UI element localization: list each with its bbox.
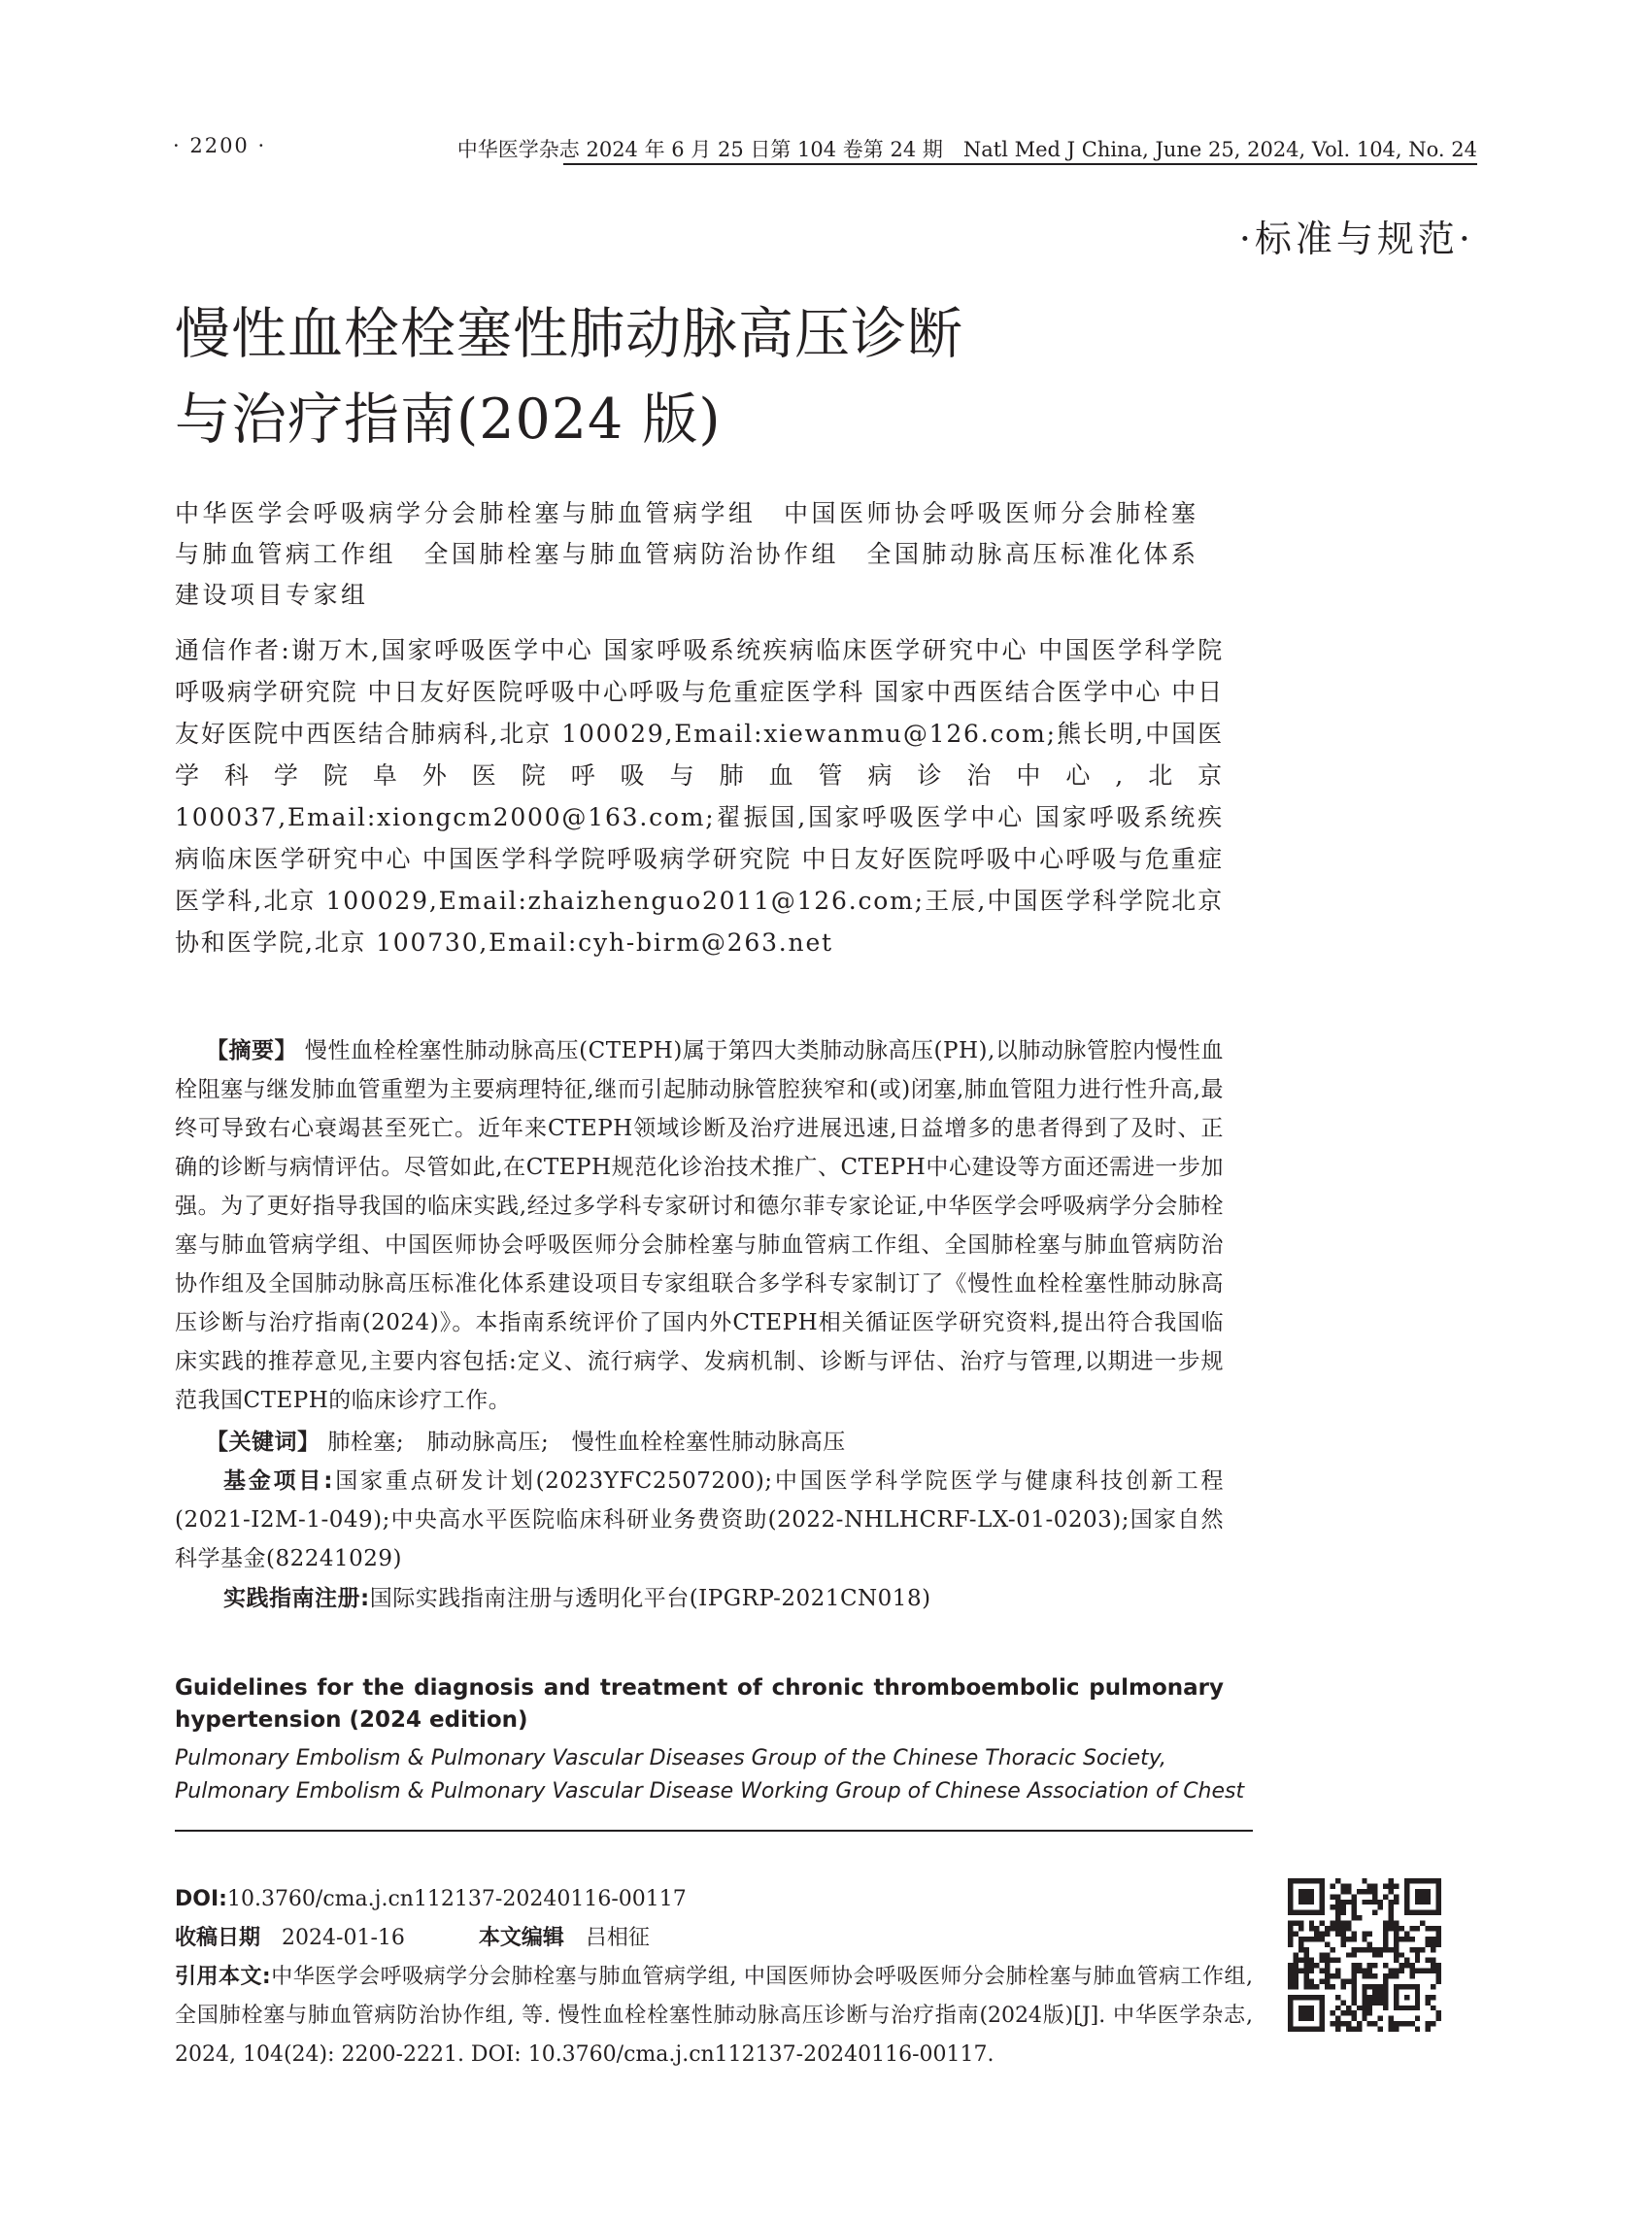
received-date: 2024-01-16 (282, 1926, 405, 1950)
cite-text: 中华医学会呼吸病学分会肺栓塞与肺血管病学组, 中国医师协会呼吸医师分会肺栓塞与肺血管病工作组, 全国肺栓塞与肺血管病防治协作组, 等. 慢性血栓栓塞性肺动脉高压诊断与治疗指南(2024版)[J]. 中华医学杂志, 2024, 104(24): 2200-2221. DOI: 10.3760/cma.j.cn112137-20240116-00117. (175, 1965, 1253, 2067)
author-groups: 中华医学会呼吸病学分会肺栓塞与肺血管病学组 中国医师协会呼吸医师分会肺栓塞与肺血管病工作组 全国肺栓塞与肺血管病防治协作组 全国肺动脉高压标准化体系建设项目专家组 (175, 499, 1199, 609)
editor-name: 吕相征 (585, 1926, 650, 1950)
citation (175, 1958, 1253, 2074)
received-label: 收稿日期 (175, 1926, 261, 1950)
funding (175, 1462, 1224, 1578)
english-authors-line-1: Pulmonary Embolism & Pulmonary Vascular Diseases Group of the Chinese Thoracic Society, (175, 1746, 1167, 1770)
abstract-label: 【摘要】 (206, 1038, 298, 1063)
funding-text: 国家重点研发计划(2023YFC2507200);中国医学科学院医学与健康科技创新工程(2021-I2M-1-049);中央高水平医院临床科研业务费资助(2022-NHLHCRF-LX-01-0203);国家自然科学基金(82241029) (175, 1468, 1225, 1571)
doi-label: DOI: (175, 1887, 227, 1911)
correspondence: 通信作者:谢万木,国家呼吸医学中心 国家呼吸系统疾病临床医学研究中心 中国医学科学院呼吸病学研究院 中日友好医院呼吸中心呼吸与危重症医学科 国家中西医结合医学中心 中日友好医院中西医结合肺病科,北京 100029,Email:xiewanmu@126.com;熊长明,中国医学科学院阜外医院呼吸与肺血管病诊治中心,北京 100037,Email:xiongcm2000@163.com;翟振国,国家呼吸医学中心 国家呼吸系统疾病临床医学研究中心 中国医学科学院呼吸病学研究院 中日友好医院呼吸中心呼吸与危重症医学科,北京 100029,Email:zhaizhenguo2011@126.com;王辰,中国医学科学院北京协和医学院,北京 100730,Email:cyh-birm@263.net (175, 636, 1224, 957)
cite-label: 引用本文: (175, 1965, 271, 1989)
page-number: · 2200 · (173, 134, 267, 157)
abstract-text: 慢性血栓栓塞性肺动脉高压(CTEPH)属于第四大类肺动脉高压(PH),以肺动脉管腔内慢性血栓阻塞与继发肺血管重塑为主要病理特征,继而引起肺动脉管腔狭窄和(或)闭塞,肺血管阻力进行性升高,最终可导致右心衰竭甚至死亡。近年来CTEPH领域诊断及治疗进展迅速,日益增多的患者得到了及时、正确的诊断与病情评估。尽管如此,在CTEPH规范化诊治技术推广、CTEPH中心建设等方面还需进一步加强。为了更好指导我国的临床实践,经过多学科专家研讨和德尔菲专家论证,中华医学会呼吸病学分会肺栓塞与肺血管病学组、中国医师协会呼吸医师分会肺栓塞与肺血管病工作组、全国肺栓塞与肺血管病防治协作组及全国肺动脉高压标准化体系建设项目专家组联合多学科专家制订了《慢性血栓栓塞性肺动脉高压诊断与治疗指南(2024)》。本指南系统评价了国内外CTEPH相关循证医学研究资料,提出符合我国临床实践的推荐意见,主要内容包括:定义、流行病学、发病机制、诊断与评估、治疗与管理,以期进一步规范我国CTEPH的临床诊疗工作。 (175, 1038, 1225, 1413)
header-rule (563, 163, 1477, 165)
keywords (175, 1423, 1224, 1462)
english-authors-line-2: Pulmonary Embolism & Pulmonary Vascular Disease Working Group of Chinese Association of Chest (175, 1779, 1245, 1804)
received-editor-line (175, 1919, 1253, 1958)
doi-value[interactable]: 10.3760/cma.j.cn112137-20240116-00117 (226, 1887, 687, 1911)
section-tag: ·标准与规范· (1238, 218, 1474, 260)
keywords-text: 肺栓塞; 肺动脉高压; 慢性血栓栓塞性肺动脉高压 (327, 1430, 846, 1455)
title-line-2: 与治疗指南(2024 版) (175, 388, 722, 452)
doi-line (175, 1880, 1253, 1919)
guideline-registry (175, 1579, 1224, 1618)
title-line-1: 慢性血栓栓塞性肺动脉高压诊断 (175, 302, 963, 366)
english-title: Guidelines for the diagnosis and treatment of chronic thromboembolic pulmonary hypertension (2024 edition) (175, 1675, 1224, 1733)
abstract (175, 1031, 1224, 1420)
journal-running-header: 中华医学杂志 2024 年 6 月 25 日第 104 卷第 24 期 Natl Med J China, June 25, 2024, Vol. 104, No. 24 (456, 138, 1477, 161)
keywords-label: 【关键词】 (206, 1430, 320, 1455)
footer-rule (175, 1830, 1253, 1832)
registry-text: 国际实践指南注册与透明化平台(IPGRP-2021CN018) (369, 1586, 931, 1611)
editor-label: 本文编辑 (478, 1926, 564, 1950)
funding-label: 基金项目: (223, 1468, 333, 1494)
english-authors (175, 1742, 1245, 1808)
article-title (175, 291, 1243, 462)
qr-code-icon[interactable] (1288, 1878, 1441, 2032)
registry-label: 实践指南注册: (223, 1586, 370, 1611)
